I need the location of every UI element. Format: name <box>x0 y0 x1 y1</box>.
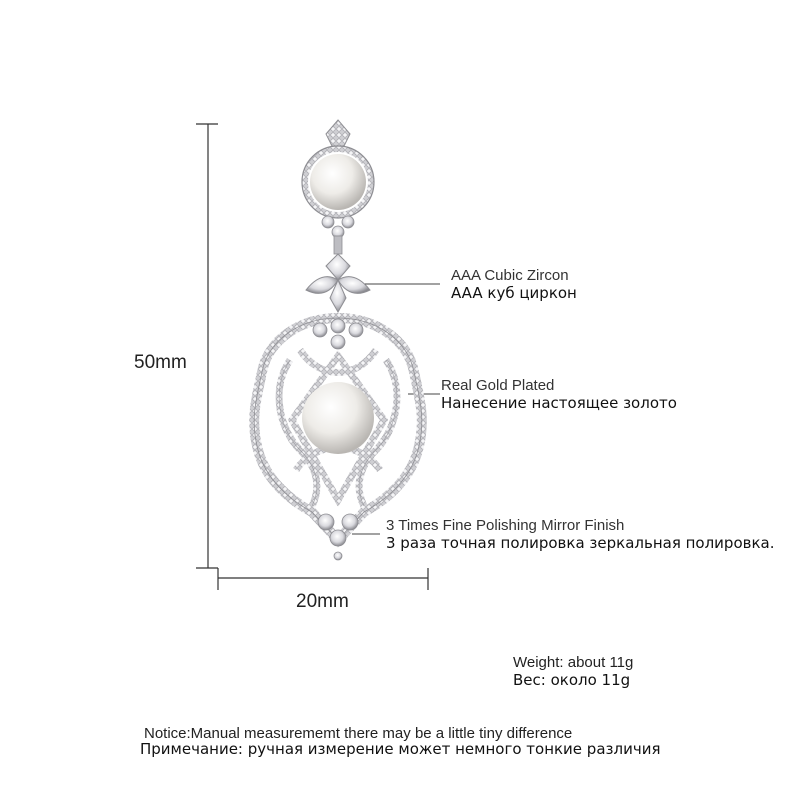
feature-zircon-ru: AAA куб циркон <box>451 284 577 302</box>
height-dimension-line <box>196 124 218 568</box>
zircon-leaf-setting <box>306 254 370 312</box>
width-label: 20mm <box>296 591 349 612</box>
top-cluster <box>322 216 354 238</box>
feature-zircon-en: AAA Cubic Zircon <box>451 267 569 284</box>
main-pearl <box>302 382 374 454</box>
weight-en: Weight: about 11g <box>513 654 634 671</box>
top-pearl <box>310 154 366 210</box>
weight-ru: Вес: около 11g <box>513 671 631 689</box>
notice-en: Notice:Manual measurememt there may be a little tiny difference <box>144 725 573 742</box>
height-label: 50mm <box>134 352 187 373</box>
earring <box>254 120 422 560</box>
feature-plating-en: Real Gold Plated <box>441 377 555 394</box>
width-dimension-line <box>218 568 428 590</box>
top-crown <box>326 120 350 146</box>
bottom-cluster <box>318 514 358 560</box>
feature-polish-en: 3 Times Fine Polishing Mirror Finish <box>386 517 625 534</box>
connector <box>334 236 342 254</box>
frame-top-cluster <box>313 319 363 349</box>
notice-ru: Примечание: ручная измерение может немного тонкие различия <box>140 740 661 758</box>
feature-polish-ru: 3 раза точная полировка зеркальная полировка. <box>386 534 775 552</box>
feature-plating-ru: Нанесение настоящее золото <box>441 394 677 412</box>
